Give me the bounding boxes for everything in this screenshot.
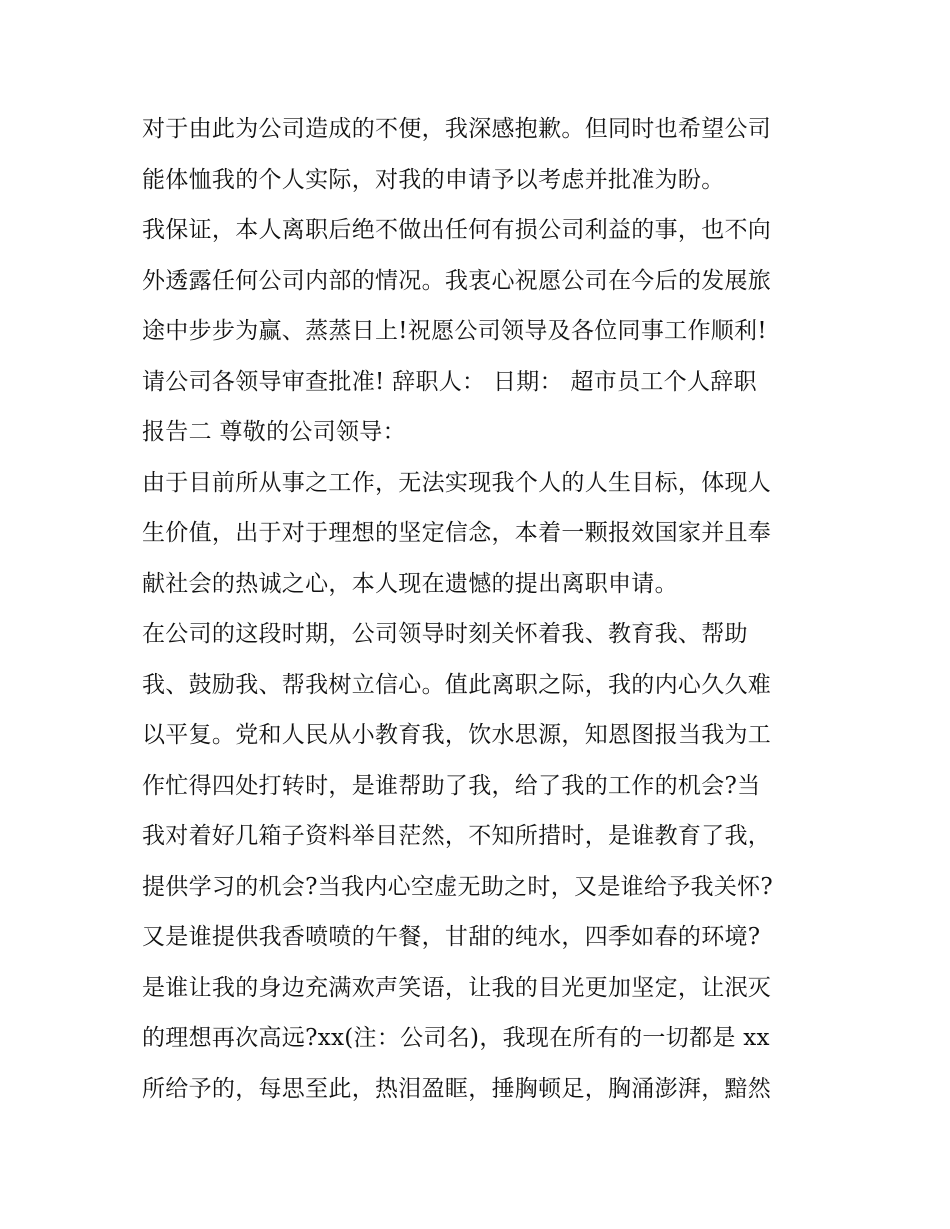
text-line: 是谁让我的身边充满欢声笑语，让我的目光更加坚定，让泯灭	[142, 975, 772, 1001]
text-line: 在公司的这段时期，公司领导时刻关怀着我、教育我、帮助	[142, 621, 748, 647]
text-line: 由于目前所从事之工作，无法实现我个人的人生目标，体现人	[142, 470, 772, 496]
text-line: 对于由此为公司造成的不便，我深感抱歉。但同时也希望公司	[142, 116, 772, 142]
text-line: 报告二 尊敬的公司领导：	[142, 419, 406, 445]
text-line: 生价值，出于对于理想的坚定信念，本着一颗报效国家并且奉	[142, 520, 772, 546]
text-line: 以平复。党和人民从小教育我，饮水思源，知恩图报当我为工	[142, 722, 772, 748]
text-line: 我、鼓励我、帮我树立信心。值此离职之际，我的内心久久难	[142, 672, 772, 698]
text-line: 又是谁提供我香喷喷的午餐，甘甜的纯水，四季如春的环境?	[142, 924, 761, 950]
text-line: 请公司各领导审查批准! 辞职人： 日期： 超市员工个人辞职	[142, 369, 757, 395]
text-line: 的理想再次高远?xx(注：公司名)，我现在所有的一切都是 xx	[142, 1025, 770, 1051]
text-line: 所给予的，每思至此，热泪盈眶，捶胸顿足，胸涌澎湃，黯然	[142, 1076, 772, 1102]
text-line: 作忙得四处打转时，是谁帮助了我，给了我的工作的机会?当	[142, 773, 761, 799]
text-line: 提供学习的机会?当我内心空虚无助之时，又是谁给予我关怀?	[142, 874, 774, 900]
text-line: 我对着好几箱子资料举目茫然，不知所措时，是谁教育了我，	[142, 823, 772, 849]
text-line: 途中步步为赢、蒸蒸日上!祝愿公司领导及各位同事工作顺利!	[142, 318, 767, 344]
text-line: 我保证，本人离职后绝不做出任何有损公司利益的事，也不向	[142, 217, 772, 243]
text-line: 献社会的热诚之心，本人现在遗憾的提出离职申请。	[142, 571, 678, 597]
text-line: 外透露任何公司内部的情况。我衷心祝愿公司在今后的发展旅	[142, 268, 772, 294]
text-line: 能体恤我的个人实际，对我的申请予以考虑并批准为盼。	[142, 167, 725, 193]
